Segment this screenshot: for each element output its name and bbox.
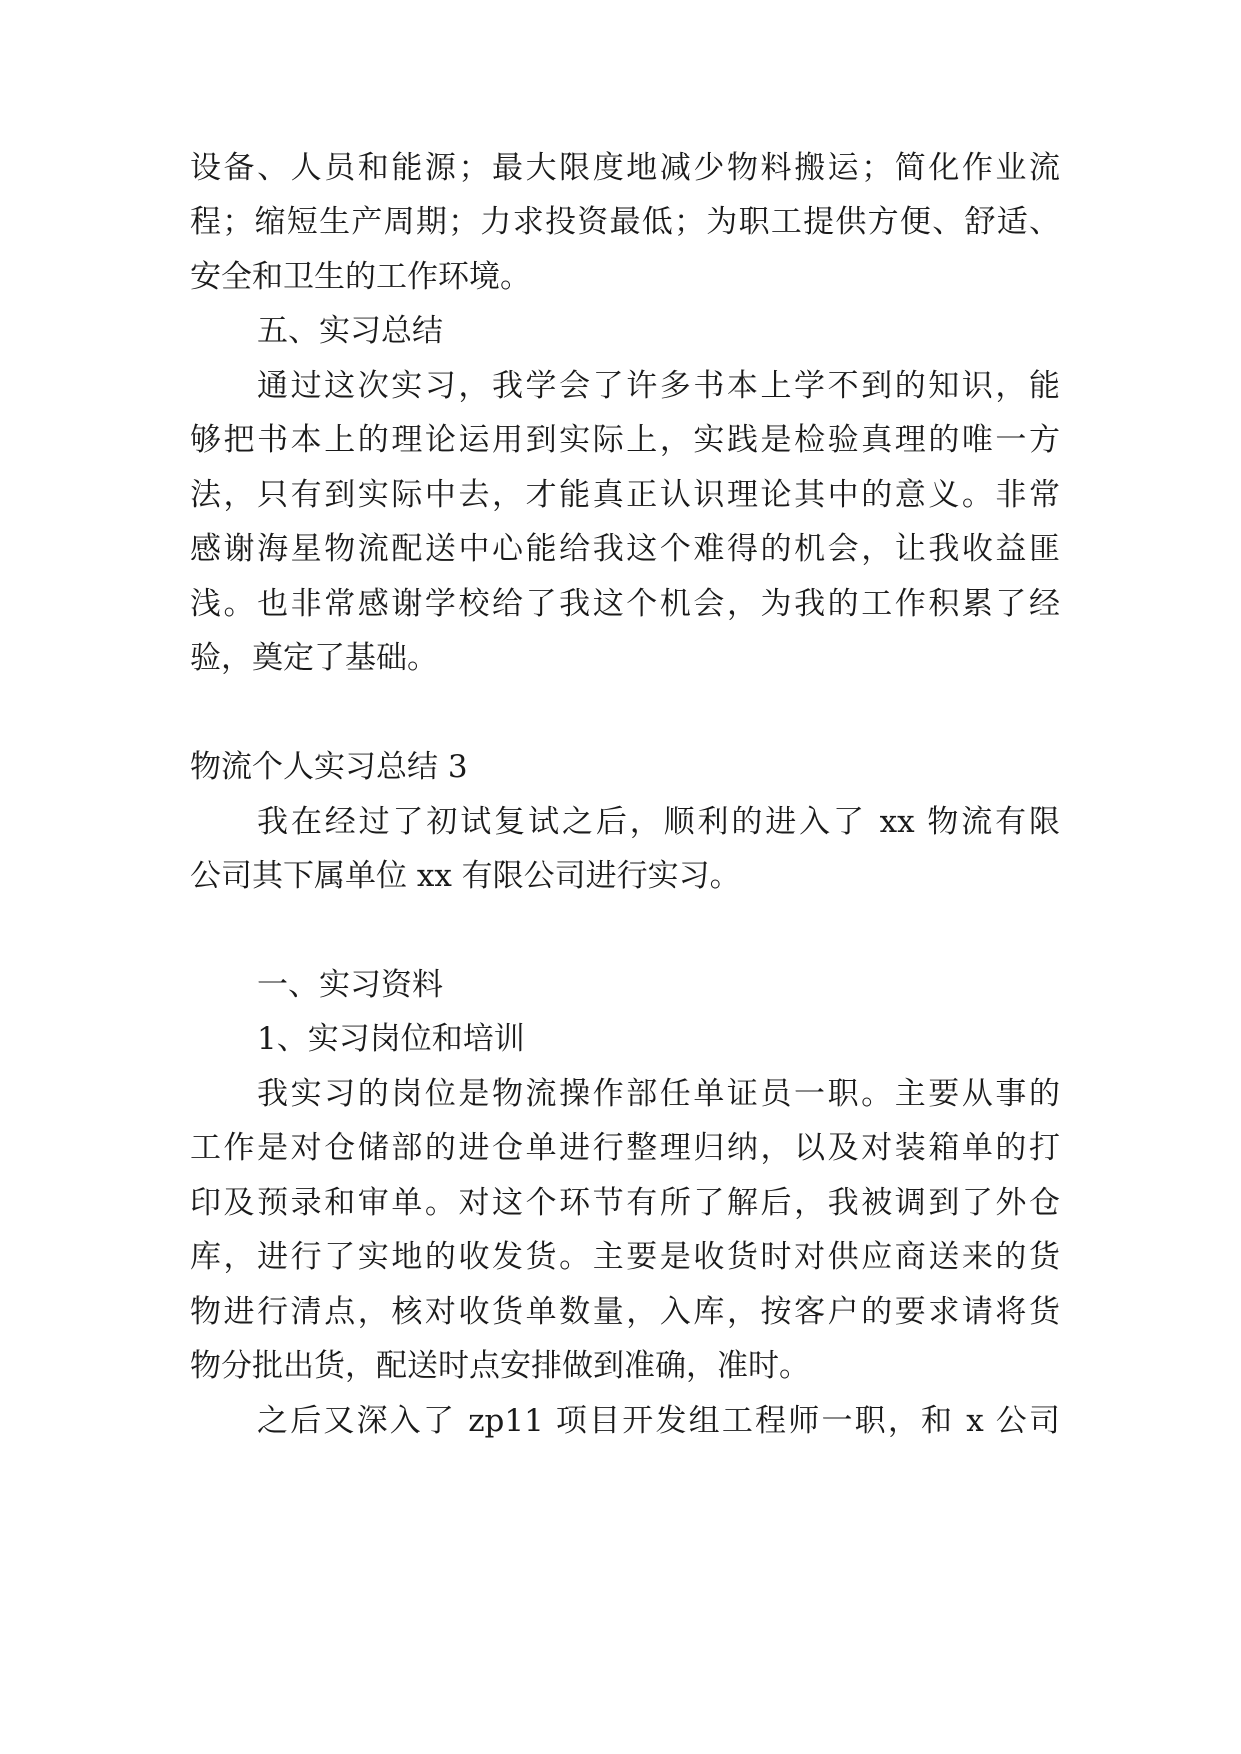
body-text-line: 之后又深入了 zp11 项目开发组工程师一职，和 x 公司 bbox=[257, 1403, 1060, 1439]
body-text-line: 工作是对仓储部的进仓单进行整理归纳，以及对装箱单的打 bbox=[190, 1130, 1060, 1166]
body-text-line: 程；缩短生产周期；力求投资最低；为职工提供方便、舒适、 bbox=[190, 204, 1060, 240]
body-text-line: 安全和卫生的工作环境。 bbox=[190, 259, 531, 295]
body-text-line: 够把书本上的理论运用到实际上，实践是检验真理的唯一方 bbox=[190, 422, 1060, 458]
article-title: 物流个人实习总结 3 bbox=[190, 749, 468, 785]
section-heading: 五、实习总结 bbox=[257, 313, 443, 349]
subsection-heading: 1、实习岗位和培训 bbox=[257, 1021, 525, 1057]
body-text-line: 验，奠定了基础。 bbox=[190, 640, 438, 676]
body-text-line: 物进行清点，核对收货单数量，入库，按客户的要求请将货 bbox=[190, 1294, 1060, 1330]
body-text-line: 我在经过了初试复试之后，顺利的进入了 xx 物流有限 bbox=[257, 804, 1060, 840]
body-text-line: 通过这次实习，我学会了许多书本上学不到的知识，能 bbox=[257, 368, 1060, 404]
body-text-line: 物分批出货，配送时点安排做到准确，准时。 bbox=[190, 1348, 810, 1384]
body-text-line: 法，只有到实际中去，才能真正认识理论其中的意义。非常 bbox=[190, 477, 1060, 513]
body-text-line: 我实习的岗位是物流操作部任单证员一职。主要从事的 bbox=[257, 1076, 1060, 1112]
body-text-line: 库，进行了实地的收发货。主要是收货时对供应商送来的货 bbox=[190, 1239, 1060, 1275]
body-text-line: 公司其下属单位 xx 有限公司进行实习。 bbox=[190, 858, 741, 894]
body-text-line: 浅。也非常感谢学校给了我这个机会，为我的工作积累了经 bbox=[190, 586, 1060, 622]
body-text-line: 感谢海星物流配送中心能给我这个难得的机会，让我收益匪 bbox=[190, 531, 1060, 567]
section-heading: 一、实习资料 bbox=[257, 967, 443, 1003]
body-text-line: 设备、人员和能源；最大限度地减少物料搬运；简化作业流 bbox=[190, 150, 1060, 186]
body-text-line: 印及预录和审单。对这个环节有所了解后，我被调到了外仓 bbox=[190, 1185, 1060, 1221]
